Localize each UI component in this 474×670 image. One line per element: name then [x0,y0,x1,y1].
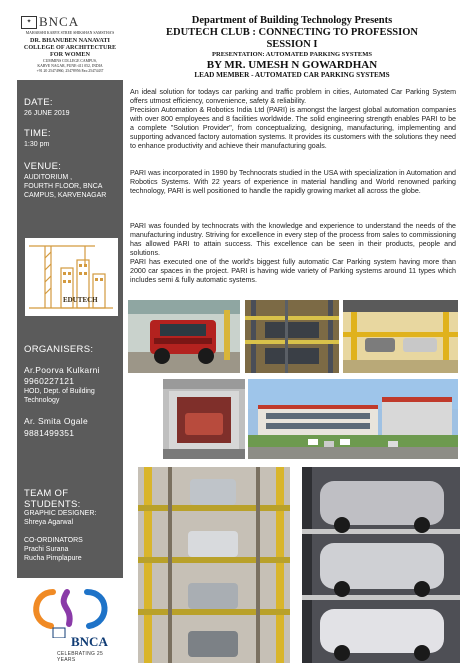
edutech-wordmark: EDUTECH [63,296,98,304]
organiser-1-phone: 9960227121 [24,376,75,386]
photo-stacked-cars [302,467,460,663]
photo-suv-parking [128,300,240,373]
header-line-2: EDUTECH CLUB : CONNECTING TO PROFESSION [166,27,418,38]
paragraph-intro: An ideal solution for todays car parking and traffic problem in cities, Automated Car Parking System offers utmost efficiency, convenience, safety & reliability. [130,88,456,105]
organisers-label: ORGANISERS: [24,344,94,355]
designer-name: Shreya Agarwal [24,519,74,526]
header-line-6: LEAD MEMBER - AUTOMATED CAR PARKING SYSTEMS [194,71,390,79]
photo-tower-parking [138,467,290,663]
logo-brand: BNCA [39,14,80,29]
organiser-1-role-line-2: Technology [24,397,60,404]
venue-line-3: CAMPUS, KARVENAGAR [24,192,107,199]
logo-line-4: FOR WOMEN [50,51,90,58]
logo-line-7: +91 20 25474960, 25478956 Fax:25474437 [36,69,104,73]
logo-line-1: MAHARSHI KARVE STREE SHIKSHAN SAMSTHA'S [25,31,115,35]
header-line-1: Department of Building Technology Presents [191,15,393,26]
photo-building-exterior [248,379,458,459]
time-value: 1:30 pm [24,141,50,148]
twenty-five-emblem-icon [17,578,123,638]
header-line-5: BY MR. UMESH N GOWARDHAN [206,59,378,71]
crane-skyline-icon [25,238,118,316]
coordinators-label: CO-ORDINATORS [24,537,83,544]
college-logo [17,12,123,80]
date-value: 26 JUNE 2019 [24,110,70,117]
team-label: TEAM OF STUDENTS: [24,488,81,510]
photo-yellow-frame-parking [343,300,458,373]
sidebar [17,80,123,578]
header-line-4: PRESENTATION: AUTOMATED PARKING SYSTEMS [212,51,372,58]
organiser-1-name: Ar.Poorva Kulkarni [24,365,100,375]
venue-line-1: AUDITORIUM , [24,174,73,181]
designer-label: GRAPHIC DESIGNER: [24,510,97,517]
venue-label: VENUE: [24,161,62,172]
paragraph-pari-founders: PARI was founded by technocrats with the knowledge and experience to understand the needs of the manufacturing industry. Striving for excellence in every step of the process from sales to commissioning has allowed PARI to attain success. This excellence can be seen in their products, people and solutions. [130,222,456,257]
coordinator-2: Rucha Pimplapure [24,555,82,562]
bnca-emblem-icon: ✦ [21,16,37,29]
photo-parking-entrance [163,379,245,459]
logo-line-2: DR. BHANUBEN NANAVATI [30,37,110,44]
photo-parking-cage [245,300,339,373]
coordinator-1: Prachi Surana [24,546,69,553]
header-line-3: SESSION I [266,39,318,50]
paragraph-pari-projects: PARI has executed one of the world's biggest fully automatic Car Parking system having more than 2000 car spaces in the project. PARI is having wide variety of Parking systems around 11 types which includes semi & fully automatic systems. [130,258,456,284]
date-label: DATE: [24,97,53,108]
paragraph-pari-history: PARI was incorporated in 1990 by Technocrats studied in the USA with specialization in Automation and Robotics Systems. With 22 years of experience in material handling and World renowned parking technology, PARI is well positioned to handle the rapidly growing market all across the globe. [130,169,456,195]
edutech-logo [25,238,118,316]
logo-line-6: KARVE NAGAR, PUNE-411 052, INDIA [37,64,103,68]
organiser-2-name: Ar. Smita Ogale [24,416,89,426]
organiser-2-phone: 9881499351 [24,428,75,438]
logo-line-3: COLLEGE OF ARCHITECTURE [23,44,117,51]
venue-line-2: FOURTH FLOOR, BNCA [24,183,103,190]
celebrate-tagline: CELEBRATING 25 YEARS [57,651,104,663]
paragraph-pari-overview: Precision Automation & Robotics India Ltd (PARI) is amongst the largest global automation companies with over 800 employees and 8 facilities worldwide. The solid engineering strength enables PARI to be a complete "Solution Provider", from conceptualizing, designing, manufacturing, implementing and supporting advanced factory automation systems. It provides its customers with the solutions they need to enhance productivity and achieve their manufacturing goals. [130,106,456,150]
celebrating-25-logo [17,578,123,663]
celebrate-brand: BNCA [71,634,108,649]
logo-line-5: CUMMINS COLLEGE CAMPUS, [43,59,97,63]
time-label: TIME: [24,128,51,139]
organiser-1-role-line-1: HOD, Dept. of Building [24,388,95,395]
